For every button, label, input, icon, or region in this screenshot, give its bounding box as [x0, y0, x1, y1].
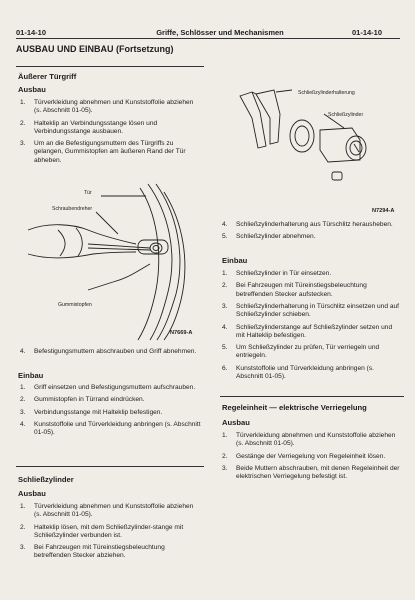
ausbau-step-4 — [20, 348, 202, 360]
ausbau-cont-steps-list — [222, 221, 402, 246]
section-divider — [16, 466, 204, 467]
section-divider — [16, 66, 204, 67]
section-title-tuergriff: Äußerer Türgriff — [18, 72, 77, 81]
figure-label-schraubendreher: Schraubendreher — [52, 206, 93, 212]
page-number-right: 01-14-10 — [352, 28, 383, 37]
list-item: 2. Halteklip an Verbindungsstange lösen und Verbindungsstange ausbauen. — [20, 119, 158, 135]
subsection-ausbau: Ausbau — [18, 85, 46, 94]
list-item: 4. Schließzylinderhalterung aus Türschlitz herausheben. — [222, 221, 393, 228]
page-number-left: 01-14-10 — [16, 28, 47, 37]
list-item: 2. Gummistopfen in Türrand eindrücken. — [20, 396, 145, 404]
list-item: 3. Schließzylinderhalterung in Türschlitz einsetzen und auf Schließzylinder schieben. — [222, 302, 399, 319]
subsection-ausbau: Ausbau — [18, 489, 46, 498]
list-item: 3. Verbindungsstange mit Halteklip befestigen. — [20, 408, 163, 416]
header-divider — [16, 38, 400, 39]
regeleinheit-steps-list — [222, 432, 402, 486]
figure-label-zylinder: Schließzylinder — [328, 112, 364, 118]
ausbau-steps-list — [20, 99, 202, 169]
list-item: 1. Schließzylinder in Tür einsetzen. — [222, 270, 332, 277]
figure-label-tuer: Tür — [84, 190, 92, 196]
figure-label-halterung: Schließzylinderhalterung — [298, 90, 355, 96]
list-item: 3. Um an die Befestigungsmuttern des Türgriffs zu gelangen, Gummistopfen am äußeren Rand der Tür abheben. — [20, 140, 186, 164]
list-item: 1. Türverkleidung abnehmen und Kunststoffolie abziehen (s. Abschnitt 01-05). — [20, 503, 194, 519]
list-item: 1. Türverkleidung abnehmen und Kunststoffolie abziehen (s. Abschnitt 01-05). — [222, 432, 396, 448]
list-item: 2. Bei Fahrzeugen mit Türeinstiegsbeleuchtung betreffenden Stecker aufstecken. — [222, 282, 367, 298]
list-item: 2. Gestänge der Verriegelung von Regeleinheit lösen. — [222, 452, 386, 460]
subsection-einbau: Einbau — [222, 256, 248, 265]
subsection-ausbau: Ausbau — [222, 418, 250, 427]
list-item: 6. Kunststoffolie und Türverkleidung anbringen (s. Abschnitt 01-05). — [222, 364, 374, 380]
list-item: 3. Bei Fahrzeugen mit Türeinstiegsbeleuchtung betreffenden Stecker abziehen. — [20, 544, 165, 560]
figure-label-gummistopfen: Gummistopfen — [58, 302, 92, 308]
section-divider — [220, 396, 404, 397]
list-item: 5. Schließzylinder abnehmen. — [222, 233, 316, 241]
list-item: 5. Um Schließzylinder zu prüfen, Tür verriegeln und entriegeln. — [222, 344, 380, 360]
lock-cylinder-illustration — [226, 82, 404, 210]
list-item: 3. Beide Muttern abschrauben, mit denen Regeleinheit der elektrischen Verriegelung befestigt ist. — [222, 464, 400, 481]
einbau-steps-list — [20, 384, 202, 442]
list-item: 4. Schließzylinderstange auf Schließzylinder setzen und mit Halteklip befestigen. — [222, 323, 393, 339]
section-title-schliesszylinder: Schließzylinder — [18, 475, 74, 484]
chapter-title: Griffe, Schlösser und Mechanismen — [156, 28, 284, 37]
subsection-einbau: Einbau — [18, 371, 44, 380]
list-item: 4. Kunststoffolie und Türverkleidung anbringen (s. Abschnitt 01-05). — [20, 421, 201, 437]
figure-code: N7669-A — [170, 330, 193, 336]
section-title-regeleinheit: Regeleinheit — elektrische Verriegelung — [222, 403, 367, 412]
list-item: 1. Türverkleidung abnehmen und Kunststoffolie abziehen (s. Abschnitt 01-05). — [20, 99, 194, 115]
schliesszylinder-ausbau-list — [20, 503, 202, 565]
list-item: 1. Griff einsetzen und Befestigungsmuttern aufschrauben. — [20, 384, 196, 391]
door-handle-illustration — [18, 182, 204, 340]
list-item: 2. Halteklip lösen, mit dem Schließzylinder-stange mit Schließzylinder verbunden ist. — [20, 523, 184, 539]
einbau-steps-list — [222, 270, 402, 385]
list-item: 4. Befestigungsmuttern abschrauben und Griff abnehmen. — [20, 348, 197, 355]
figure-code: N7294-A — [372, 208, 395, 214]
main-title: AUSBAU UND EINBAU (Fortsetzung) — [16, 44, 174, 54]
